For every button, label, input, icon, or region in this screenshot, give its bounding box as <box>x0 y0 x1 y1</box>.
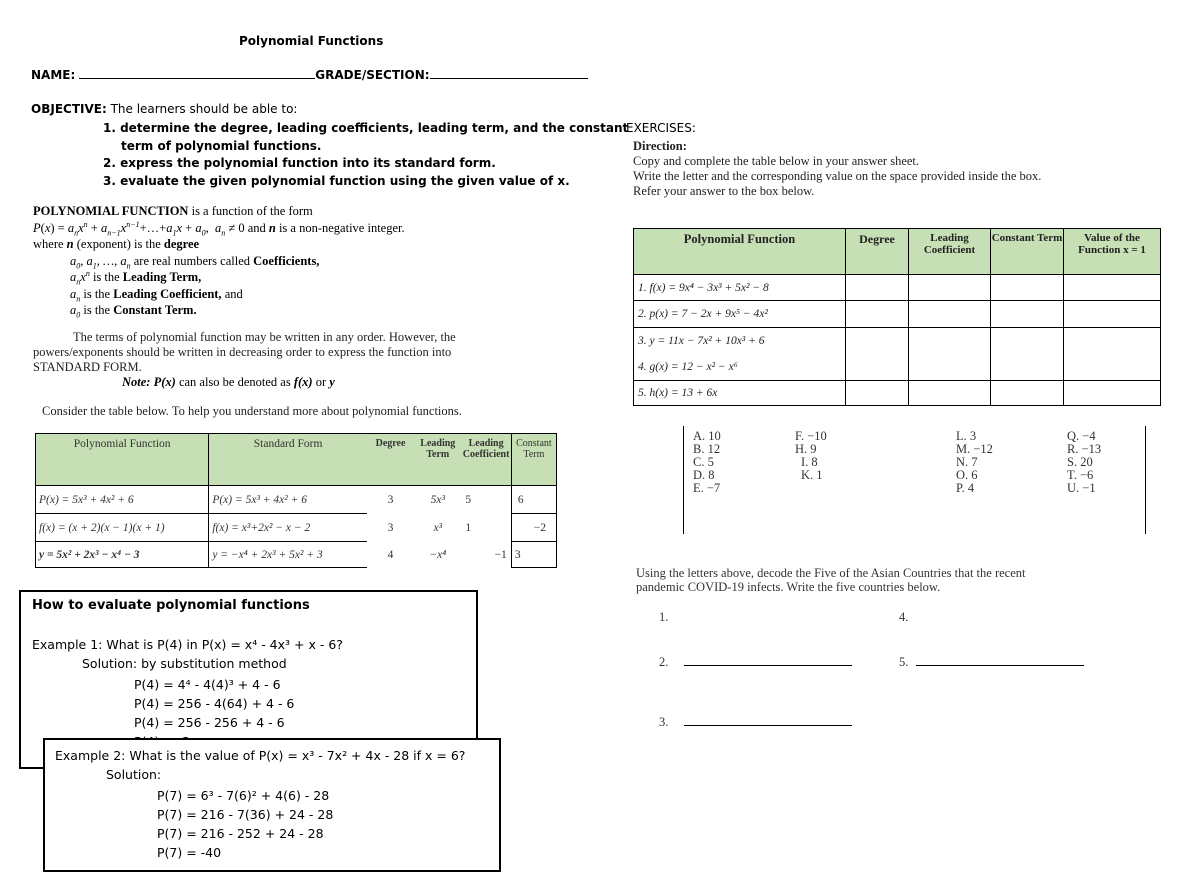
objective-item: 1. determine the degree, leading coefficients, leading term, and the constant <box>103 121 629 135</box>
objective-item: term of polynomial functions. <box>121 138 322 153</box>
example-table <box>35 433 557 568</box>
table-row: 3. y = 11x − 7x² + 10x³ + 6 <box>634 328 1161 355</box>
exercise-table: Polynomial Function Degree Leading Coefficient Constant Term Value of the Function x = 1 1. f(x) = 9x⁴ − 3x³ + 5x² − 8 2. p(x) = 7 − 2x + 9x⁵ − 4x² 3. y = 11x − 7x² + 10x³ + 6 4. g(x) = 12 − x² − x⁶ 5. h(x) = 13 + 6x <box>633 228 1161 406</box>
decode-instructions: Using the letters above, decode the Five of the Asian Countries that the recent pandemic COVID-19 infects. Write the five countries below. <box>636 566 1026 594</box>
objective-item: 3. evaluate the given polynomial function using the given value of x. <box>103 173 570 188</box>
grade-label: GRADE/SECTION: <box>315 68 430 82</box>
exercises-heading: EXERCISES: <box>626 121 696 135</box>
standard-form-paragraph: The terms of polynomial function may be written in any order. However, the powers/exponents should be written in decreasing order to express the function into STANDARD FORM. <box>33 330 456 374</box>
objective-intro: OBJECTIVE: The learners should be able to: <box>31 102 298 116</box>
answer-1: 1. <box>659 610 669 624</box>
answer-4: 4. <box>899 610 909 624</box>
note: Note: P(x) can also be denoted as f(x) or y <box>122 375 335 389</box>
answer-col-4: Q. −4 R. −13 S. 20 T. −6 U. −1 <box>1067 429 1102 495</box>
answer-2: 2. <box>659 655 852 670</box>
table-header-row: Polynomial Function Standard Form Degree Leading Term Leading Coefficient Constant Term <box>36 434 557 486</box>
table-row: P(x) = 5x³ + 4x² + 6 P(x) = 5x³ + 4x² + 6 3 5x³ 5 6 <box>36 486 557 514</box>
definition: POLYNOMIAL FUNCTION is a function of the form $P(x) = a_nx^n$ + $a_{n-1}x^{n-1}+\dots+a_1x + a_0$, $a_n \ne 0$ and n is a non-negative integer. where n (exponent) is the degree $a_0$, $a_1$, …, $a_n$ are real numbers called Coefficients, $a_nx^n$ is the Leading Term, $a_n$ is the Leading Coefficient, and $a_0$ is the Constant Term. <box>33 204 405 320</box>
evaluate-example-1-box: How to evaluate polynomial functions Example 1: What is P(4) in P(x) = x⁴ - 4x³ + x - 6? Solution: by substitution method P(4) = 4⁴ - 4(4)³ + 4 - 6 P(4) = 256 - 4(64) + 4 - 6 P(4) = 256 - 256 + 4 - 6 <box>19 590 478 769</box>
answer-col-1: A. 10 B. 12 C. 5 D. 8 E. −7 <box>693 429 721 495</box>
evaluate-example-2-box: Example 2: What is the value of P(x) = x³ - 7x² + 4x - 28 if x = 6? Solution: P(7) = 6³ - 7(6)² + 4(6) - 28 P(7) = 216 - 7(36) + 24 - 28 P(7) = 216 - 252 + 24 - 28 P(7) = -40 <box>43 738 501 872</box>
answer-5: 5. <box>899 655 1084 670</box>
name-label: NAME: <box>31 68 76 82</box>
answer-col-3: L. 3 M. −12 N. 7 O. 6 P. 4 <box>956 429 993 495</box>
page-title: Polynomial Functions <box>239 34 384 48</box>
answer-col-2: F. −10 H. 9 I. 8 K. 1 <box>795 429 827 482</box>
table-row: 4. g(x) = 12 − x² − x⁶ <box>634 355 1161 381</box>
table-row: 1. f(x) = 9x⁴ − 3x³ + 5x² − 8 <box>634 275 1161 301</box>
table-row: f(x) = (x + 2)(x − 1)(x + 1) f(x) = x³+2x² − x − 2 3 x³ 1 −2 <box>36 514 557 542</box>
table-row: 2. p(x) = 7 − 2x + 9x⁵ − 4x² <box>634 301 1161 328</box>
name-line <box>31 68 588 82</box>
consider-text: Consider the table below. To help you understand more about polynomial functions. <box>42 404 462 418</box>
direction: Direction: Copy and complete the table below in your answer sheet. Write the letter and the corresponding value on the space provided inside the box. Refer your answer to the box below. <box>633 139 1042 198</box>
table-row: 5. h(x) = 13 + 6x <box>634 381 1161 406</box>
answer-3: 3. <box>659 715 852 730</box>
objective-list <box>103 120 628 190</box>
table-row: y = 5x² + 2x³ − x⁴ − 3 y = −x⁴ + 2x³ + 5x² + 3 4 −x⁴ −1 3 <box>36 542 557 568</box>
objective-item: 2. express the polynomial function into its standard form. <box>103 156 496 170</box>
